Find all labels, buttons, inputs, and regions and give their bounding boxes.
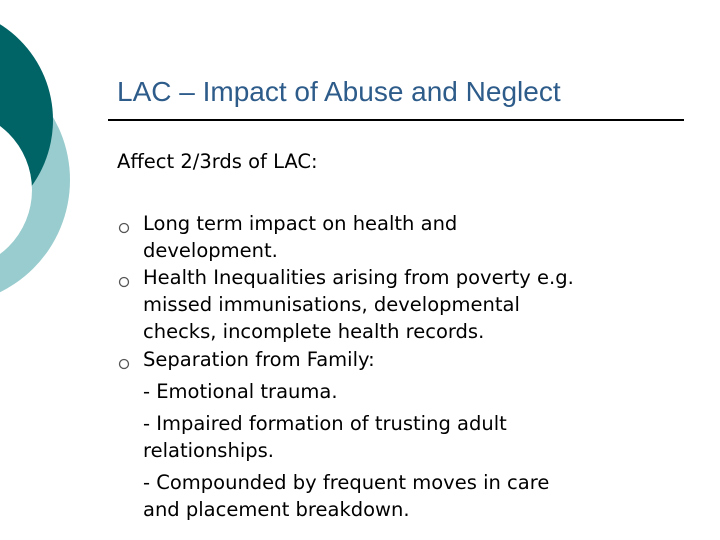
bullet-item-inequalities [143, 264, 703, 345]
bullet-line: relationships. [143, 439, 274, 462]
bullet-line: missed immunisations, developmental [143, 293, 520, 316]
bullet-line: Health Inequalities arising from poverty e.g. [143, 266, 574, 289]
bullet-line: - Impaired formation of trusting adult [143, 412, 507, 435]
bullet-line: - Compounded by frequent moves in care [143, 471, 550, 494]
bullet-line: Long term impact on health and [143, 212, 458, 235]
bullet-line: development. [143, 239, 278, 262]
hollow-circle-icon [117, 357, 131, 371]
hollow-circle-icon [117, 275, 131, 289]
bullet-item-health [143, 210, 703, 264]
bullet-line: - Emotional trauma. [143, 380, 338, 403]
intro-text: Affect 2/3rds of LAC: [117, 150, 318, 173]
bullet-item-separation [143, 346, 703, 523]
title-divider [108, 119, 684, 121]
hollow-circle-icon [117, 221, 131, 235]
slide-title: LAC – Impact of Abuse and Neglect [117, 76, 561, 107]
bullet-line: Separation from Family: [143, 348, 375, 371]
bullet-line: and placement breakdown. [143, 498, 410, 521]
bullet-line: checks, incomplete health records. [143, 320, 485, 343]
